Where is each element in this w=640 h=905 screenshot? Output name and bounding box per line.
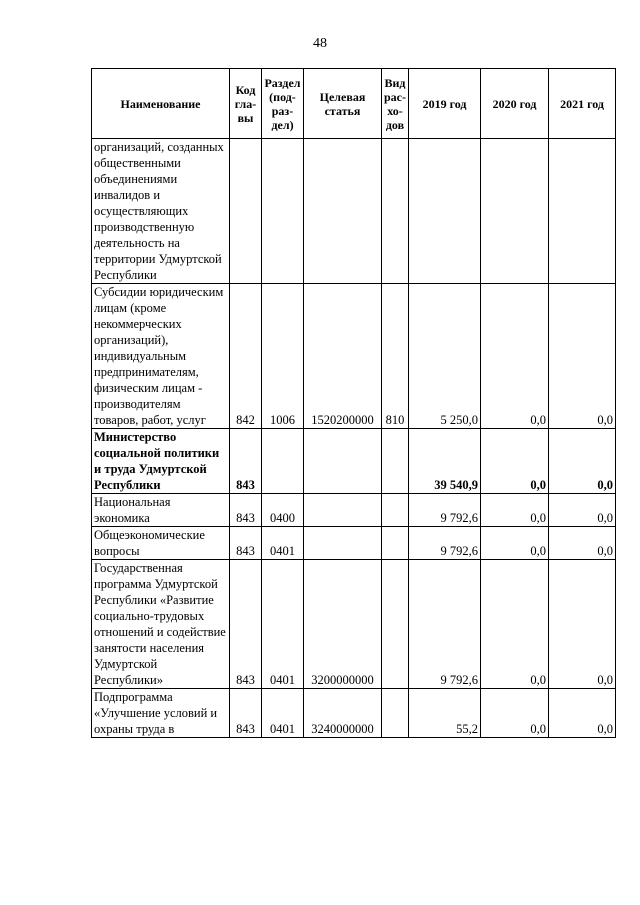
cell-section: 0401 [262, 689, 304, 738]
cell-chapter-code: 843 [230, 689, 262, 738]
cell-chapter-code: 842 [230, 284, 262, 429]
budget-table [91, 68, 616, 738]
table-row [92, 139, 616, 284]
table-row [92, 689, 616, 738]
cell-target-article [304, 527, 382, 560]
cell-2019: 9 792,6 [409, 494, 481, 527]
cell-2019: 9 792,6 [409, 527, 481, 560]
cell-expense-type [382, 560, 409, 689]
cell-expense-type: 810 [382, 284, 409, 429]
cell-target-article [304, 494, 382, 527]
cell-2019: 9 792,6 [409, 560, 481, 689]
cell-section: 1006 [262, 284, 304, 429]
cell-2021: 0,0 [549, 560, 616, 689]
cell-name: Общеэкономические вопросы [92, 527, 230, 560]
cell-target-article [304, 429, 382, 494]
cell-chapter-code: 843 [230, 527, 262, 560]
cell-section: 0401 [262, 560, 304, 689]
cell-2020 [481, 139, 549, 284]
header-target-article: Целевая статья [304, 69, 382, 139]
cell-2020: 0,0 [481, 689, 549, 738]
header-2019: 2019 год [409, 69, 481, 139]
cell-expense-type [382, 527, 409, 560]
header-2021: 2021 год [549, 69, 616, 139]
cell-2020: 0,0 [481, 527, 549, 560]
cell-target-article: 1520200000 [304, 284, 382, 429]
cell-2019: 5 250,0 [409, 284, 481, 429]
cell-expense-type [382, 429, 409, 494]
cell-2021: 0,0 [549, 494, 616, 527]
cell-chapter-code: 843 [230, 560, 262, 689]
cell-target-article: 3240000000 [304, 689, 382, 738]
cell-2019: 39 540,9 [409, 429, 481, 494]
cell-2021 [549, 139, 616, 284]
cell-2020: 0,0 [481, 284, 549, 429]
page-number: 48 [313, 36, 327, 51]
cell-chapter-code [230, 139, 262, 284]
table-body [92, 139, 616, 738]
cell-section: 0401 [262, 527, 304, 560]
header-chapter-code: Код гла-вы [230, 69, 262, 139]
cell-2020: 0,0 [481, 494, 549, 527]
header-section: Раздел (под-раз-дел) [262, 69, 304, 139]
header-2020: 2020 год [481, 69, 549, 139]
cell-name: Государственная программа Удмуртской Республики «Развитие социально-трудовых отношений и содействие занятости населения Удмуртской Республики» [92, 560, 230, 689]
cell-name: организаций, созданных общественными объединениями инвалидов и осуществляющих производственную деятельность на территории Удмуртской Республики [92, 139, 230, 284]
cell-target-article [304, 139, 382, 284]
cell-name: Подпрограмма «Улучшение условий и охраны труда в [92, 689, 230, 738]
cell-expense-type [382, 689, 409, 738]
cell-expense-type [382, 494, 409, 527]
cell-2021: 0,0 [549, 527, 616, 560]
header-expense-type: Вид рас-хо-дов [382, 69, 409, 139]
cell-expense-type [382, 139, 409, 284]
table-row [92, 429, 616, 494]
cell-2019 [409, 139, 481, 284]
cell-chapter-code: 843 [230, 494, 262, 527]
table-row [92, 527, 616, 560]
cell-name: Национальная экономика [92, 494, 230, 527]
cell-section: 0400 [262, 494, 304, 527]
cell-2021: 0,0 [549, 429, 616, 494]
cell-section [262, 429, 304, 494]
cell-2019: 55,2 [409, 689, 481, 738]
cell-2020: 0,0 [481, 560, 549, 689]
cell-section [262, 139, 304, 284]
cell-name: Субсидии юридическим лицам (кроме некоммерческих организаций), индивидуальным предпринимателям, физическим лицам - производителям товаров, работ, услуг [92, 284, 230, 429]
table-row [92, 494, 616, 527]
cell-2020: 0,0 [481, 429, 549, 494]
cell-chapter-code: 843 [230, 429, 262, 494]
table-row [92, 560, 616, 689]
header-name: Наименование [92, 69, 230, 139]
cell-target-article: 3200000000 [304, 560, 382, 689]
cell-2021: 0,0 [549, 689, 616, 738]
table-header-row [92, 69, 616, 139]
table-row [92, 284, 616, 429]
cell-name: Министерство социальной политики и труда Удмуртской Республики [92, 429, 230, 494]
cell-2021: 0,0 [549, 284, 616, 429]
